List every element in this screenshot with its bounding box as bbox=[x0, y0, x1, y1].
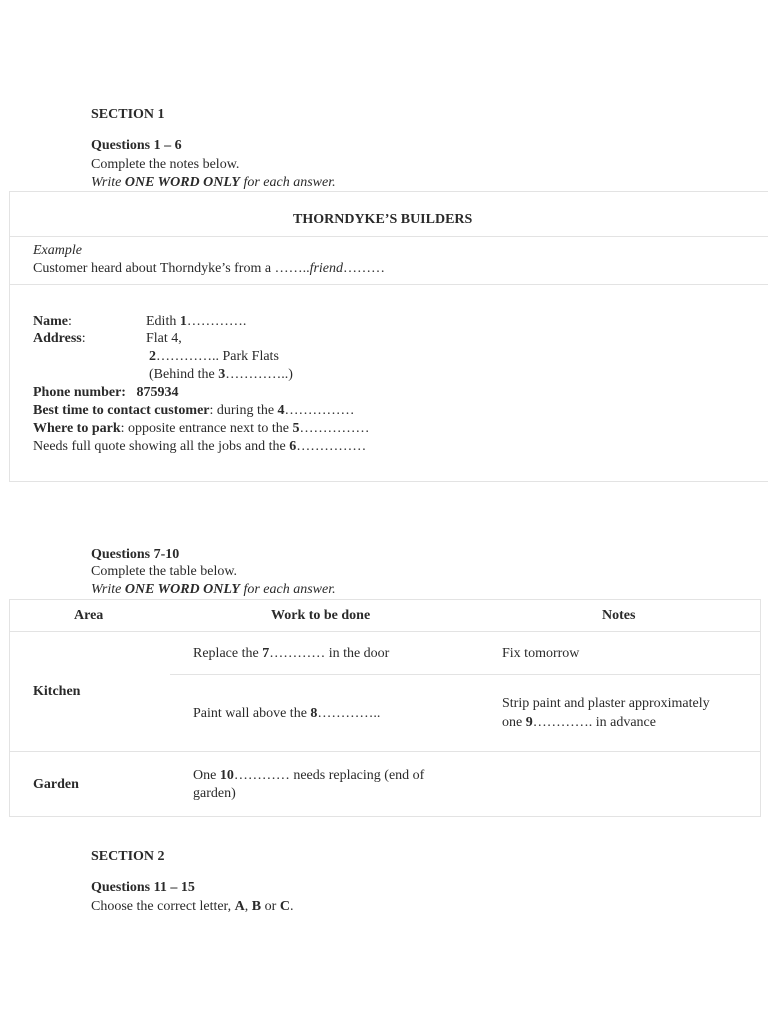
divider bbox=[10, 284, 768, 285]
letter-b: B bbox=[251, 899, 262, 914]
name-label: Name bbox=[33, 314, 68, 329]
row-3-work-post: ………… needs replacing (end of bbox=[233, 768, 425, 783]
divider bbox=[10, 236, 768, 237]
park-label: Where to park bbox=[33, 421, 121, 436]
instruction-3-text: Choose the correct letter, bbox=[91, 899, 232, 914]
row-2-note-pre: one bbox=[502, 715, 523, 730]
or-text: or bbox=[264, 899, 277, 914]
example-text: Customer heard about Thorndyke’s from a …….. bbox=[33, 261, 310, 276]
row-3-work-line-1 bbox=[193, 767, 424, 785]
instruction-1: Complete the notes below. bbox=[91, 157, 240, 172]
name-row-value bbox=[146, 313, 246, 331]
area-garden: Garden bbox=[33, 777, 79, 792]
row-2-note-line-1: Strip paint and plaster approximately bbox=[502, 696, 710, 711]
write-suffix: for each answer. bbox=[243, 175, 336, 190]
address-label: Address bbox=[33, 331, 82, 346]
address-colon: : bbox=[81, 331, 86, 346]
question-number-3: 3 bbox=[218, 367, 226, 382]
question-number-2: 2 bbox=[149, 349, 156, 364]
write-suffix: for each answer. bbox=[243, 582, 336, 597]
row-1-work-post: ………… in the door bbox=[269, 646, 390, 661]
row-3-work-pre: One bbox=[193, 768, 217, 783]
example-trail: ……… bbox=[343, 261, 386, 276]
phone-label: Phone number: bbox=[33, 385, 126, 400]
row-1-note: Fix tomorrow bbox=[502, 646, 580, 661]
park-text: : opposite entrance next to the bbox=[120, 421, 289, 436]
phone-value: 875934 bbox=[136, 385, 179, 400]
best-time-text: : during the bbox=[209, 403, 275, 418]
row-2-work-pre: Paint wall above the bbox=[193, 706, 307, 721]
phone-row bbox=[33, 384, 178, 402]
question-number-7: 7 bbox=[262, 646, 270, 661]
name-colon: : bbox=[68, 314, 72, 329]
table-row-divider bbox=[170, 674, 760, 675]
answer-blank-5: …………… bbox=[299, 421, 370, 436]
row-2-work bbox=[193, 705, 380, 723]
write-instruction-1 bbox=[91, 174, 336, 192]
question-number-9: 9 bbox=[525, 715, 533, 730]
row-2-note-line-2 bbox=[502, 714, 656, 732]
section-1-heading: SECTION 1 bbox=[91, 107, 165, 122]
row-1-work-pre: Replace the bbox=[193, 646, 259, 661]
notes-title: THORNDYKE’S BUILDERS bbox=[293, 212, 473, 227]
best-time-label: Best time to contact customer bbox=[33, 403, 210, 418]
write-prefix: Write bbox=[91, 582, 122, 597]
questions-7-10-label: Questions 7-10 bbox=[91, 547, 180, 562]
table-header-area: Area bbox=[74, 608, 104, 623]
table-header-work: Work to be done bbox=[271, 608, 371, 623]
address-line-3 bbox=[149, 366, 293, 384]
area-kitchen: Kitchen bbox=[33, 684, 81, 699]
example-label: Example bbox=[33, 243, 82, 258]
question-number-8: 8 bbox=[310, 706, 318, 721]
letter-a: A bbox=[234, 899, 245, 914]
write-emphasis: ONE WORD ONLY bbox=[124, 175, 240, 190]
question-number-1: 1 bbox=[179, 314, 187, 329]
questions-label-text: Questions 1 – 6 bbox=[91, 138, 182, 153]
name-row-label bbox=[33, 313, 72, 331]
row-2-work-post: ………….. bbox=[317, 706, 381, 721]
question-number-4: 4 bbox=[277, 403, 285, 418]
row-3-work-line-2: garden) bbox=[193, 786, 236, 801]
table-row-divider bbox=[10, 631, 760, 632]
question-number-10: 10 bbox=[219, 768, 234, 783]
table-row-divider bbox=[10, 751, 760, 752]
instruction-3 bbox=[91, 898, 293, 916]
section-2-heading: SECTION 2 bbox=[91, 849, 165, 864]
name-value: Edith bbox=[146, 314, 177, 329]
address-line-3-post: …………..) bbox=[225, 367, 293, 382]
best-time-row bbox=[33, 402, 355, 420]
questions-11-15-label: Questions 11 – 15 bbox=[91, 880, 195, 895]
row-2-note-post: …………. in advance bbox=[532, 715, 656, 730]
address-line-3-pre: (Behind the bbox=[149, 367, 215, 382]
example-line bbox=[33, 260, 385, 278]
answer-blank-6: …………… bbox=[296, 439, 367, 454]
address-line-2-text: ………….. Park Flats bbox=[156, 349, 279, 364]
park-row bbox=[33, 420, 369, 438]
write-prefix: Write bbox=[91, 175, 122, 190]
question-number-6: 6 bbox=[289, 439, 297, 454]
example-answer: friend bbox=[309, 261, 344, 276]
separator: , bbox=[244, 899, 249, 914]
write-emphasis: ONE WORD ONLY bbox=[124, 582, 240, 597]
answer-blank-4: …………… bbox=[284, 403, 355, 418]
quote-text: Needs full quote showing all the jobs and the bbox=[33, 439, 286, 454]
address-line-2 bbox=[149, 348, 279, 366]
question-number-5: 5 bbox=[292, 421, 300, 436]
address-row-label bbox=[33, 330, 86, 348]
letter-c: C bbox=[279, 899, 290, 914]
answer-blank-1: …………. bbox=[186, 314, 247, 329]
period: . bbox=[289, 899, 294, 914]
row-1-work bbox=[193, 645, 389, 663]
questions-1-6-label bbox=[91, 137, 182, 155]
write-instruction-2 bbox=[91, 581, 336, 599]
quote-row bbox=[33, 438, 366, 456]
table-header-notes: Notes bbox=[602, 608, 636, 623]
instruction-2: Complete the table below. bbox=[91, 564, 238, 579]
address-line-1: Flat 4, bbox=[146, 331, 182, 346]
